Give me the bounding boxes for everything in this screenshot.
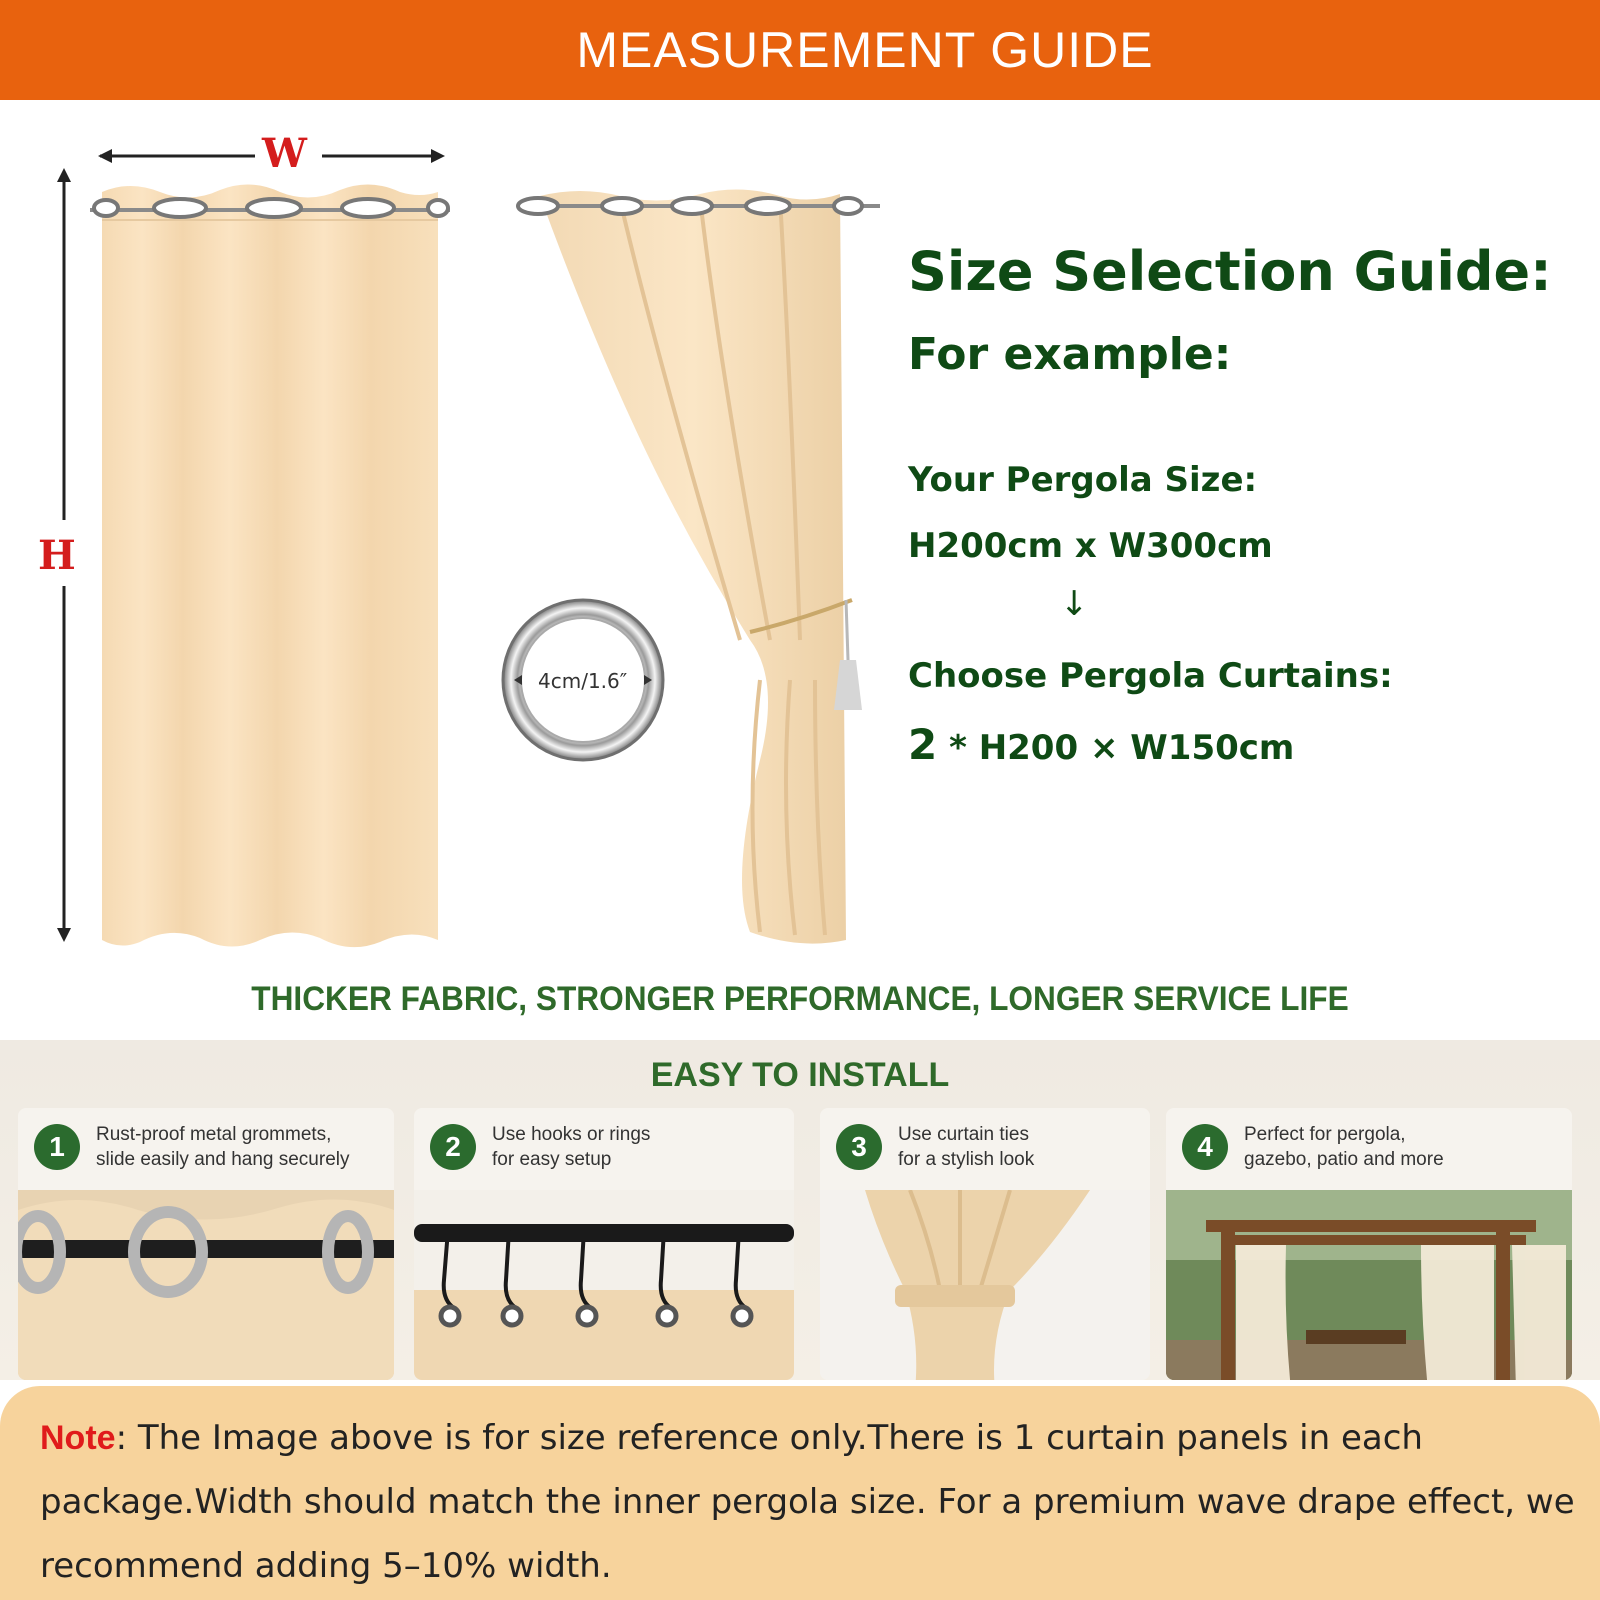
note-label: Note (40, 1419, 116, 1457)
step-line: Perfect for pergola, (1244, 1124, 1406, 1145)
curtain-illustration (0, 120, 890, 960)
step-number-badge: 1 (34, 1124, 80, 1170)
flat-curtain-panel (90, 184, 450, 947)
tied-curtain-panel (518, 189, 880, 943)
pergola-size-value: H200cm x W300cm (908, 526, 1273, 566)
step-line: Rust-proof metal grommets, (96, 1124, 332, 1145)
install-step-card (820, 1108, 1150, 1380)
curtain-quantity: 2 (908, 720, 938, 769)
height-label: H (38, 532, 76, 579)
pergola-size-label: Your Pergola Size: (908, 460, 1258, 500)
step-description (898, 1122, 1034, 1172)
step-line: slide easily and hang securely (96, 1149, 350, 1170)
install-section (0, 1040, 1600, 1380)
curtain-diagram (0, 120, 890, 960)
down-arrow-icon: ↓ (1060, 584, 1089, 624)
grommet-closeup-image (18, 1190, 394, 1380)
choose-curtains-value (908, 720, 1294, 769)
step-line: gazebo, patio and more (1244, 1149, 1444, 1170)
step-line: for a stylish look (898, 1149, 1035, 1170)
guide-title: Size Selection Guide: (908, 240, 1552, 303)
pergola-scene-image (1166, 1190, 1572, 1380)
install-step-card (18, 1108, 394, 1380)
step-line: for easy setup (492, 1149, 612, 1170)
step-description (96, 1122, 350, 1172)
header-banner (0, 0, 1600, 100)
step-number-badge: 2 (430, 1124, 476, 1170)
size-selection-guide (908, 240, 1588, 769)
step-description (1244, 1122, 1444, 1172)
curtain-size: * H200 × W150cm (949, 728, 1295, 768)
step-line: Use curtain ties (898, 1124, 1029, 1145)
guide-example-heading: For example: (908, 329, 1232, 380)
step-line: Use hooks or rings (492, 1124, 651, 1145)
feature-tagline: THICKER FABRIC, STRONGER PERFORMANCE, LONGER SERVICE LIFE (251, 980, 1349, 1018)
note-text (40, 1406, 1590, 1598)
ring-size-label: 4cm/1.6″ (538, 669, 628, 693)
step-number-badge: 4 (1182, 1124, 1228, 1170)
page-title: MEASUREMENT GUIDE (576, 22, 1154, 78)
choose-curtains-label: Choose Pergola Curtains: (908, 656, 1393, 696)
install-step-card (1166, 1108, 1572, 1380)
width-label: W (262, 130, 307, 177)
curtain-tie-image (820, 1190, 1150, 1380)
install-step-card (414, 1108, 794, 1380)
note-box (0, 1386, 1600, 1600)
install-title: EASY TO INSTALL (650, 1056, 950, 1094)
step-description (492, 1122, 650, 1172)
hooks-rings-image (414, 1190, 794, 1380)
step-number-badge: 3 (836, 1124, 882, 1170)
note-body: : The Image above is for size reference only.There is 1 curtain panels in each package.Width should match the inner pergola size. For a premium wave drape effect, we recommend adding 5–10% width. (40, 1418, 1575, 1586)
